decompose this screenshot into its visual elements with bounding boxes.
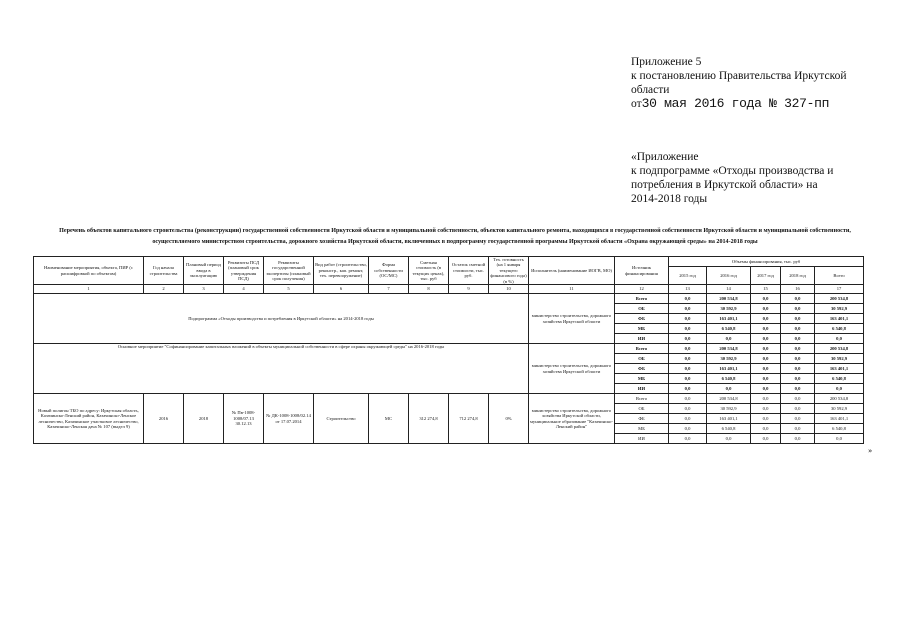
value-cell: 0,0 [815, 384, 864, 394]
value-cell: 30 592,9 [707, 304, 751, 314]
source-cell: ИИ [615, 334, 669, 344]
column-number: 6 [314, 285, 369, 294]
source-cell: ИИ [615, 434, 669, 444]
column-number: 17 [815, 285, 864, 294]
value-cell: 0,0 [669, 394, 707, 404]
value-cell: 200 534,8 [707, 394, 751, 404]
value-cell: 0,0 [669, 294, 707, 304]
closing-quote-mark: » [868, 447, 873, 455]
main-activity-label: Основное мероприятие "Софинансирование капитальных вложений в объекты муниципальной собственности в сфере охраны окружающей среды" на 2016-2018 годы [34, 344, 529, 394]
value-cell: 0,0 [669, 404, 707, 414]
appendix-header [631, 55, 871, 111]
object-estimate: 312 274,8 [409, 394, 449, 444]
value-cell: 200 534,8 [815, 394, 864, 404]
value-cell: 163 401,1 [815, 414, 864, 424]
header-2018: 2018 год [781, 267, 815, 285]
column-number: 9 [449, 285, 489, 294]
subprogram-appendix-line: к подпрограмме «Отходы производства и [631, 165, 834, 177]
object-psd: № Пв-1008-1008/07.13 30.12.13 [224, 394, 264, 444]
object-work-type: Строительство [314, 394, 369, 444]
value-cell: 0,0 [781, 364, 815, 374]
source-cell: МБ [615, 424, 669, 434]
value-cell: 163 401,1 [815, 314, 864, 324]
header-work-type: Вид работ (строительство, реконстр., кап. ремонт, тех. перевооружение) [314, 257, 369, 285]
value-cell: 0,0 [781, 344, 815, 354]
value-cell: 6 540,8 [815, 424, 864, 434]
value-cell: 163 401,1 [707, 414, 751, 424]
value-cell: 0,0 [751, 394, 781, 404]
value-cell: 0,0 [669, 374, 707, 384]
object-ownership: МС [369, 394, 409, 444]
value-cell: 30 592,9 [815, 404, 864, 414]
object-remaining: 712 274,8 [449, 394, 489, 444]
value-cell: 0,0 [669, 434, 707, 444]
value-cell: 0,0 [815, 434, 864, 444]
value-cell: 0,0 [781, 354, 815, 364]
value-cell: 0,0 [751, 404, 781, 414]
column-number: 4 [224, 285, 264, 294]
header-start-year: Год начала строительства [144, 257, 184, 285]
value-cell: 200 534,8 [707, 294, 751, 304]
value-cell: 0,0 [781, 404, 815, 414]
column-number: 7 [369, 285, 409, 294]
value-cell: 0,0 [751, 304, 781, 314]
value-cell: 0,0 [781, 314, 815, 324]
value-cell: 0,0 [781, 324, 815, 334]
value-cell: 6 540,8 [707, 324, 751, 334]
column-number: 11 [529, 285, 615, 294]
value-cell: 0,0 [669, 354, 707, 364]
object-readiness: 0% [489, 394, 529, 444]
header-volume: Объемы финансирования, тыс. руб [669, 257, 864, 267]
table-row [34, 394, 864, 404]
header-executor: Исполнитель (наименование ИОГВ, МО) [529, 257, 615, 285]
column-number: 2 [144, 285, 184, 294]
objects-table [33, 256, 864, 444]
appendix-line: к постановлению Правительства Иркутской [631, 70, 847, 82]
column-number: 16 [781, 285, 815, 294]
subprogram-label: Подпрограмма «Отходы производства и потребления в Иркутской области» на 2014-2018 годы [34, 294, 529, 344]
value-cell: 163 401,1 [707, 364, 751, 374]
value-cell: 0,0 [751, 434, 781, 444]
column-number: 13 [669, 285, 707, 294]
value-cell: 0,0 [781, 414, 815, 424]
source-cell: ИИ [615, 384, 669, 394]
value-cell: 0,0 [669, 334, 707, 344]
source-cell: ФБ [615, 414, 669, 424]
object-expertise: № ДК-1008-1008/02.14 от 17.07.2014 [264, 394, 314, 444]
value-cell: 0,0 [781, 294, 815, 304]
value-cell: 0,0 [781, 304, 815, 314]
source-cell: МБ [615, 324, 669, 334]
source-cell: Всего [615, 394, 669, 404]
header-plan-year: Плановый период ввода в эксплуатацию [184, 257, 224, 285]
object-executor: министерство строительства, дорожного хозяйства Иркутской области, муниципальное образование "Казачинско-Ленский район" [529, 394, 615, 444]
main-activity-executor: министерство строительства, дорожного хозяйства Иркутской области [529, 344, 615, 394]
value-cell: 0,0 [751, 424, 781, 434]
value-cell: 0,0 [707, 434, 751, 444]
value-cell: 0,0 [781, 424, 815, 434]
appendix-date-prefix: от [631, 98, 642, 110]
value-cell: 6 540,8 [815, 324, 864, 334]
header-2015: 2015 год [669, 267, 707, 285]
document-title: Перечень объектов капитального строительства (реконструкции) государственной собственности Иркутской области и муниципальной собственности, объектов капитального ремонта, находящихся в государственной собственности Иркутской области и муниципальной собственности, осуществляемого министерством строительства, дорожного хозяйства Иркутской области, включенных в подпрограмму государственной программы Иркутской области «Охрана окружающей среды» на 2014-2018 годы [59, 228, 851, 245]
value-cell: 6 540,8 [707, 424, 751, 434]
value-cell: 0,0 [669, 414, 707, 424]
header-psd: Реквизиты ПСД (плановый срок утверждения ПСД) [224, 257, 264, 285]
subprogram-appendix-line: 2014-2018 годы [631, 193, 708, 205]
subprogram-appendix-line: «Приложение [631, 151, 699, 163]
table-row [34, 344, 864, 354]
value-cell: 200 534,8 [707, 344, 751, 354]
table-row [34, 294, 864, 304]
value-cell: 6 540,8 [707, 374, 751, 384]
value-cell: 0,0 [751, 414, 781, 424]
object-name: Новый полигон ТБО по адресу: Иркутская область, Казачинско-Ленский район, Казачинско-Ленское лесничество, Казачинское участковое лесничество, Казачинско-Ленская дача № 107 (выдел 9) [34, 394, 144, 444]
column-number: 10 [489, 285, 529, 294]
source-cell: Всего [615, 294, 669, 304]
value-cell: 0,0 [781, 434, 815, 444]
header-2017: 2017 год [751, 267, 781, 285]
column-number-row [34, 285, 864, 294]
subprogram-executor: министерство строительства, дорожного хозяйства Иркутской области [529, 294, 615, 344]
value-cell: 0,0 [751, 354, 781, 364]
value-cell: 0,0 [669, 384, 707, 394]
header-expertise: Реквизиты государственной экспертизы (плановый срок получения) [264, 257, 314, 285]
column-number: 14 [707, 285, 751, 294]
value-cell: 200 534,8 [815, 344, 864, 354]
value-cell: 30 592,9 [707, 354, 751, 364]
header-readiness: Тех. готовность (на 1 января текущего финансового года) (в %) [490, 257, 527, 284]
subprogram-appendix-line: потребления в Иркутской области» на [631, 179, 818, 191]
value-cell: 0,0 [781, 394, 815, 404]
value-cell: 0,0 [751, 364, 781, 374]
object-start-year: 2016 [144, 394, 184, 444]
value-cell: 0,0 [669, 424, 707, 434]
header-source: Источник финансирования [615, 257, 669, 285]
header-remaining: Остаток сметной стоимости, тыс. руб. [449, 257, 489, 285]
source-cell: ОБ [615, 404, 669, 414]
column-number: 12 [615, 285, 669, 294]
source-cell: ОБ [615, 354, 669, 364]
source-cell: ФБ [615, 314, 669, 324]
value-cell: 30 592,9 [707, 404, 751, 414]
column-number: 3 [184, 285, 224, 294]
value-cell: 30 592,9 [815, 354, 864, 364]
appendix-line: Приложение 5 [631, 56, 702, 68]
value-cell: 0,0 [781, 334, 815, 344]
header-ownership: Форма собственности (ОС/МС) [369, 257, 409, 285]
column-number: 5 [264, 285, 314, 294]
value-cell: 0,0 [781, 384, 815, 394]
header-row [34, 257, 864, 267]
value-cell: 0,0 [707, 384, 751, 394]
value-cell: 200 534,8 [815, 294, 864, 304]
value-cell: 0,0 [669, 364, 707, 374]
column-number: 15 [751, 285, 781, 294]
appendix-date [631, 97, 871, 111]
object-plan-year: 2018 [184, 394, 224, 444]
column-number: 8 [409, 285, 449, 294]
value-cell: 0,0 [751, 334, 781, 344]
source-cell: ФБ [615, 364, 669, 374]
value-cell: 0,0 [751, 294, 781, 304]
subprogram-appendix [631, 150, 876, 206]
value-cell: 0,0 [781, 374, 815, 384]
value-cell: 0,0 [751, 374, 781, 384]
header-2016: 2016 год [707, 267, 751, 285]
value-cell: 30 592,9 [815, 304, 864, 314]
value-cell: 0,0 [751, 384, 781, 394]
header-total: Всего [815, 267, 864, 285]
value-cell: 0,0 [669, 344, 707, 354]
value-cell: 0,0 [707, 334, 751, 344]
source-cell: Всего [615, 344, 669, 354]
value-cell: 0,0 [669, 324, 707, 334]
value-cell: 163 401,1 [815, 364, 864, 374]
value-cell: 163 401,1 [707, 314, 751, 324]
value-cell: 6 540,8 [815, 374, 864, 384]
source-cell: МБ [615, 374, 669, 384]
value-cell: 0,0 [815, 334, 864, 344]
appendix-stamp: 30 мая 2016 года № 327-пп [641, 96, 830, 111]
value-cell: 0,0 [751, 324, 781, 334]
source-cell: ОБ [615, 304, 669, 314]
value-cell: 0,0 [669, 304, 707, 314]
value-cell: 0,0 [751, 344, 781, 354]
value-cell: 0,0 [751, 314, 781, 324]
value-cell: 0,0 [669, 314, 707, 324]
appendix-line: области [631, 84, 670, 96]
column-number: 1 [34, 285, 144, 294]
header-name: Наименование мероприятия, объекта, ПИР (с расшифровкой по объектам) [34, 257, 144, 285]
header-estimate: Сметная стоимость (в текущих ценах), тыс. руб [409, 257, 449, 285]
